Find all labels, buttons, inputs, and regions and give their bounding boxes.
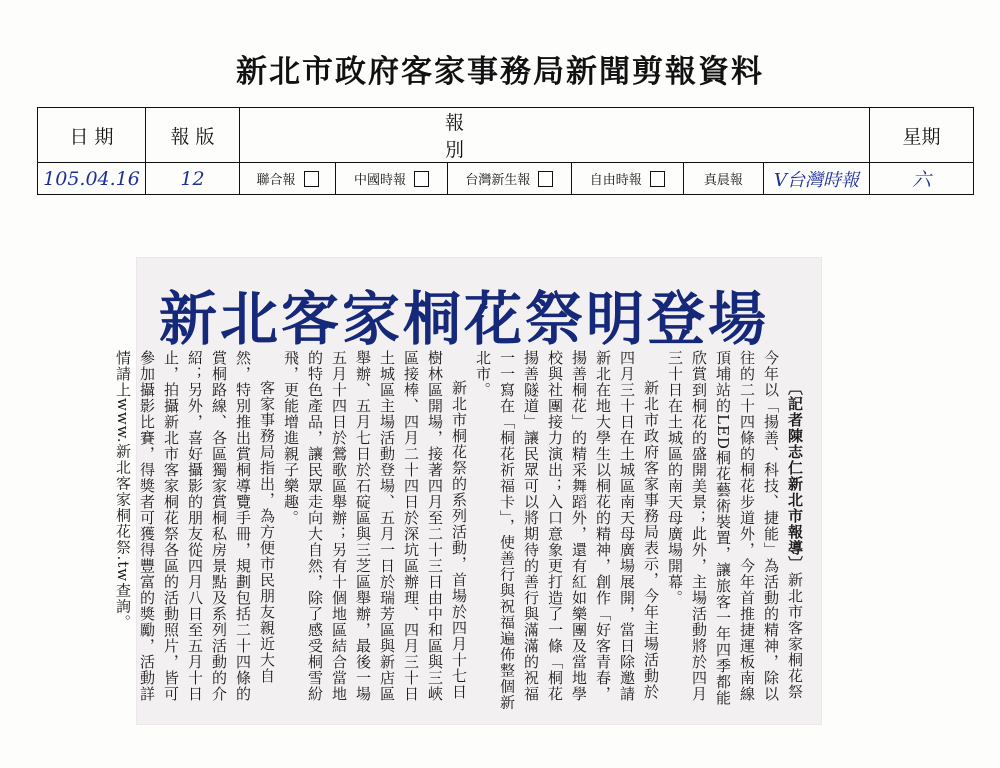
document-title: 新北市政府客家事務局新聞剪報資料 [236, 54, 764, 90]
edition-header: 報 版 [146, 108, 240, 163]
date-value: 105.04.16 [43, 167, 140, 190]
option-udn [240, 163, 336, 194]
news-clipping [114, 258, 821, 724]
option-label: 聯合報 [256, 173, 296, 188]
option-label: 中國時報 [354, 173, 407, 188]
clipping-byline: 〔記者陳志仁新北市報導〕 [786, 380, 804, 572]
option-label: 自由時報 [589, 173, 642, 188]
clipping-headline: 新北客家桐花祭明登場 [159, 285, 770, 353]
paragraph-text: 新北市客家桐花祭今年以「揚善、科技、捷能」為活動的精神，除以往的二十四條的桐花步道外，今年首推捷運板南線頂埔站的LED桐花藝術裝置，讓旅客一年四季都能欣賞到桐花的盛開美景；此外，主場活動將於四月三十日在土城區的南天母廣場開幕。 [666, 350, 804, 706]
edition-value: 12 [180, 167, 205, 190]
paper-header: 報 別 [240, 108, 870, 163]
clipping-body [114, 350, 807, 714]
clipping-paragraph: 新北市政府客家事務局表示，今年主場活動於四月三十日在土城區南天母廣場展開，當日除邀請新北在地大學生以桐花的精神，創作「好客青春，揚善桐花」的精采舞蹈外，還有紅如樂團及當地學校與社團接力演出；入口意象更打造了一條「桐花揚善隧道」讓民眾可以將期待的善行與滿滿的祝福一一寫在「桐花祈福卡」，使善行與祝福遍佈整個新北市。 [474, 350, 660, 711]
clipping-paragraph: 客家事務局指出，為方便市民朋友親近大自然，特別推出賞桐導覽手冊，規劃包括二十四條的賞桐路線、各區獨家賞桐私房景點及系列活動的介紹；另外，喜好攝影的朋友從四月八日至五月十日止，拍攝新北市客家桐花祭各區的活動照片，皆可參加攝影比賽，得獎者可獲得豐富的獎勵，活動詳情請上www.新北客家桐花祭.tw查詢。 [114, 350, 276, 702]
clipping-info-table [37, 107, 974, 195]
weekday-value: 六 [911, 169, 931, 191]
date-header: 日 期 [38, 108, 146, 163]
option-ltn [572, 163, 684, 194]
clipping-paragraph [663, 350, 807, 714]
option-label: 真晨報 [703, 173, 743, 188]
checkbox-icon [650, 171, 665, 187]
option-shinsheng [448, 163, 572, 194]
checkbox-icon [304, 171, 319, 187]
option-label: 台灣新生報 [465, 173, 531, 188]
option-chinatimes [336, 163, 448, 194]
clipping-paragraph: 新北市桐花祭的系列活動，首場於四月十七日樹林區開場，接著四月至二十三日由中和區與三峽區接棒、四月二十四日於深坑區辦理、四月三十日土城區主場活動登場、五月一日於瑞芳區與新店區舉辦、五月七日於石碇區與三芝區舉辦，最後一場五月十四日於鶯歌區舉辦；另有十個地區結合當地的特色產品，讓民眾走向大自然，除了感受桐雪紛飛，更能增進親子樂趣。 [282, 350, 468, 702]
weekday-header: 星期 [870, 108, 974, 163]
checkbox-icon [414, 171, 429, 187]
paper-options [240, 163, 869, 194]
checkbox-icon [538, 171, 553, 187]
option-morning [684, 163, 764, 194]
option-handwritten-checked: V台灣時報 [773, 169, 859, 191]
